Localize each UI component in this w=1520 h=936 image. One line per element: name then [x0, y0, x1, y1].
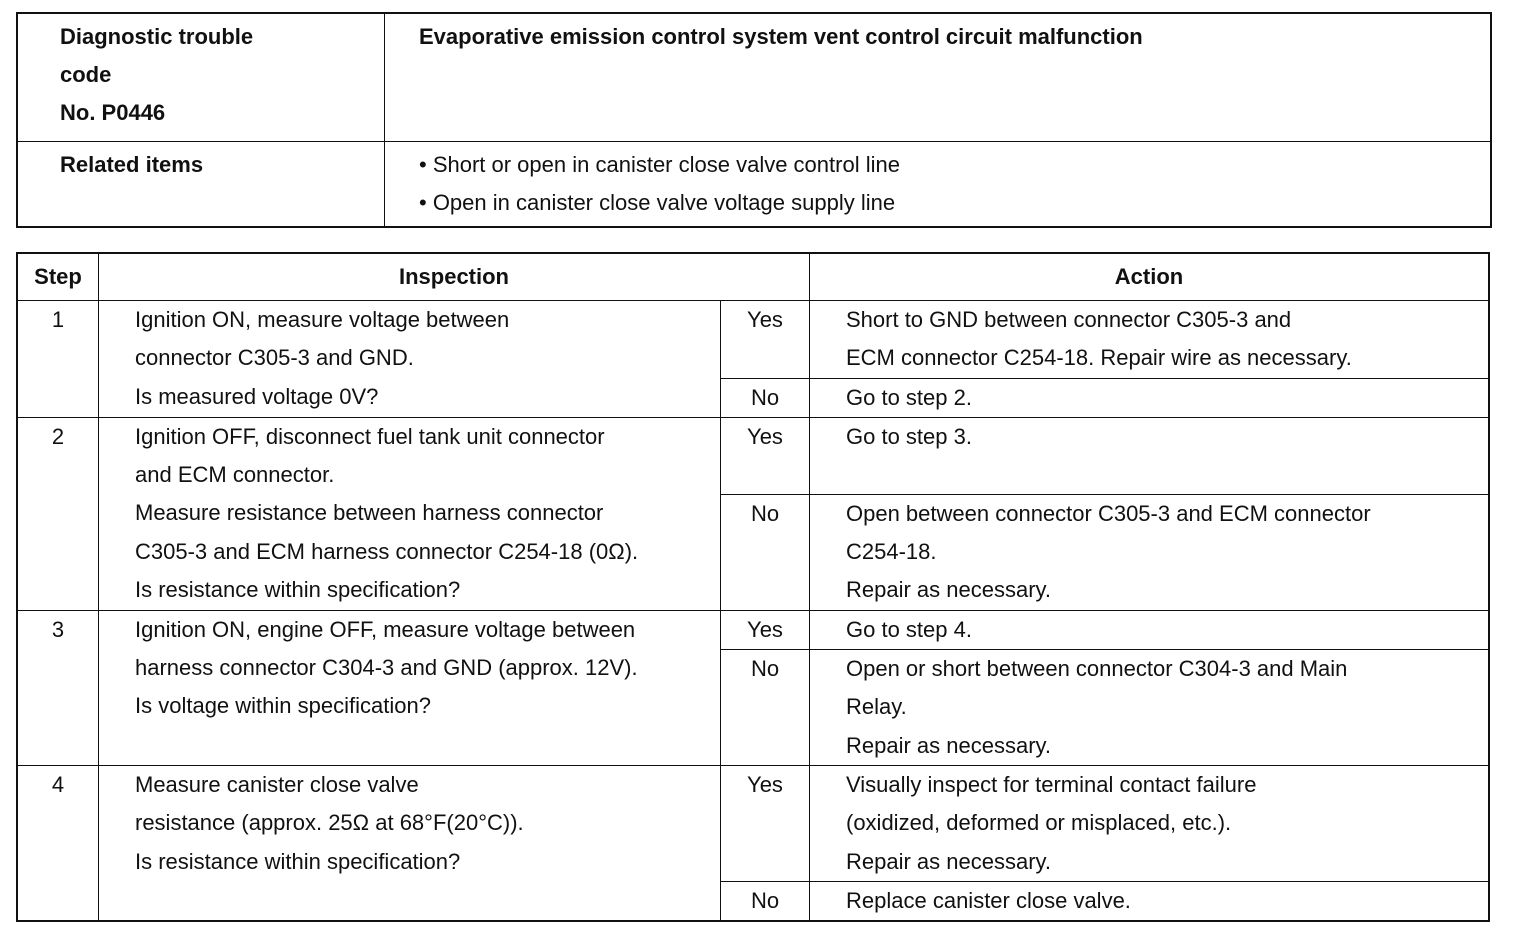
action-line: Repair as necessary. — [846, 848, 1052, 874]
no-label: No — [721, 378, 810, 417]
table-header-row — [17, 253, 1489, 301]
yes-label: Yes — [721, 301, 810, 379]
inspection-line: Measure canister close valve — [135, 771, 419, 797]
step-3-yes-row — [17, 610, 1489, 649]
step-1-inspection — [99, 301, 721, 418]
no-label: No — [721, 494, 810, 610]
no-label: No — [721, 650, 810, 766]
action-line: Open or short between connector C304-3 and Main — [846, 656, 1348, 682]
related-item: • Open in canister close valve voltage supply line — [419, 189, 896, 215]
step-3-inspection — [99, 610, 721, 765]
action-header: Action — [810, 253, 1490, 301]
action-line: Relay. — [846, 694, 907, 720]
dtc-label-cell — [17, 13, 385, 141]
no-label: No — [721, 881, 810, 921]
step-4-no-action — [810, 881, 1490, 921]
action-line: Visually inspect for terminal contact failure — [846, 771, 1257, 797]
inspection-table — [16, 252, 1490, 922]
action-line: Repair as necessary. — [846, 577, 1052, 603]
action-line: Go to step 4. — [846, 616, 972, 642]
action-line: Go to step 2. — [846, 384, 972, 410]
step-header: Step — [17, 253, 99, 301]
action-line: (oxidized, deformed or misplaced, etc.). — [846, 810, 1232, 836]
dtc-row — [17, 13, 1491, 141]
related-items-cell — [385, 141, 1492, 227]
step-4-inspection — [99, 765, 721, 921]
inspection-line: Ignition ON, measure voltage between — [135, 307, 510, 332]
step-number: 2 — [17, 417, 99, 610]
inspection-line: Is voltage within specification? — [135, 693, 431, 719]
inspection-line: C305-3 and ECM harness connector C254-18 (0Ω). — [135, 538, 639, 564]
step-2-yes-row — [17, 417, 1489, 494]
step-4-yes-action — [810, 765, 1490, 881]
step-2-inspection — [99, 417, 721, 610]
step-3-yes-action — [810, 610, 1490, 649]
inspection-line: Ignition OFF, disconnect fuel tank unit connector — [135, 423, 605, 449]
inspection-line: Is resistance within specification? — [135, 848, 461, 874]
step-2-no-action — [810, 494, 1490, 610]
step-number: 1 — [17, 301, 99, 418]
action-line: C254-18. — [846, 539, 937, 565]
dtc-title: Evaporative emission control system vent control circuit malfunction — [385, 13, 1492, 141]
inspection-line: Is measured voltage 0V? — [135, 383, 379, 409]
inspection-line: connector C305-3 and GND. — [135, 345, 414, 371]
related-label: Related items — [17, 141, 385, 227]
inspection-line: resistance (approx. 25Ω at 68°F(20°C)). — [135, 810, 524, 836]
related-item: • Short or open in canister close valve control line — [419, 151, 900, 177]
dtc-header-table — [16, 12, 1492, 228]
step-2-yes-action — [810, 417, 1490, 494]
yes-label: Yes — [721, 765, 810, 881]
action-line: Open between connector C305-3 and ECM connector — [846, 500, 1371, 526]
related-row — [17, 141, 1491, 227]
step-number: 3 — [17, 610, 99, 765]
action-line: Replace canister close valve. — [846, 887, 1131, 913]
dtc-label-line: code — [60, 62, 112, 87]
dtc-label-line: Diagnostic trouble — [60, 24, 254, 49]
yes-label: Yes — [721, 610, 810, 649]
action-line: Repair as necessary. — [846, 732, 1052, 758]
step-1-no-action — [810, 378, 1490, 417]
inspection-line: Is resistance within specification? — [135, 577, 461, 603]
inspection-line: and ECM connector. — [135, 462, 335, 488]
yes-label: Yes — [721, 417, 810, 494]
inspection-line: Ignition ON, engine OFF, measure voltage between — [135, 616, 636, 642]
action-line: Go to step 3. — [846, 423, 972, 449]
step-3-no-action — [810, 650, 1490, 766]
step-number: 4 — [17, 765, 99, 921]
inspection-line: Measure resistance between harness connector — [135, 500, 604, 526]
step-4-yes-row — [17, 765, 1489, 881]
step-1-yes-action — [810, 301, 1490, 379]
action-line: ECM connector C254-18. Repair wire as necessary. — [846, 345, 1352, 371]
action-line: Short to GND between connector C305-3 and — [846, 307, 1292, 332]
step-1-yes-row — [17, 301, 1489, 379]
inspection-line: harness connector C304-3 and GND (approx. 12V). — [135, 655, 638, 681]
dtc-label-line: No. P0446 — [60, 100, 166, 125]
inspection-header: Inspection — [99, 253, 810, 301]
